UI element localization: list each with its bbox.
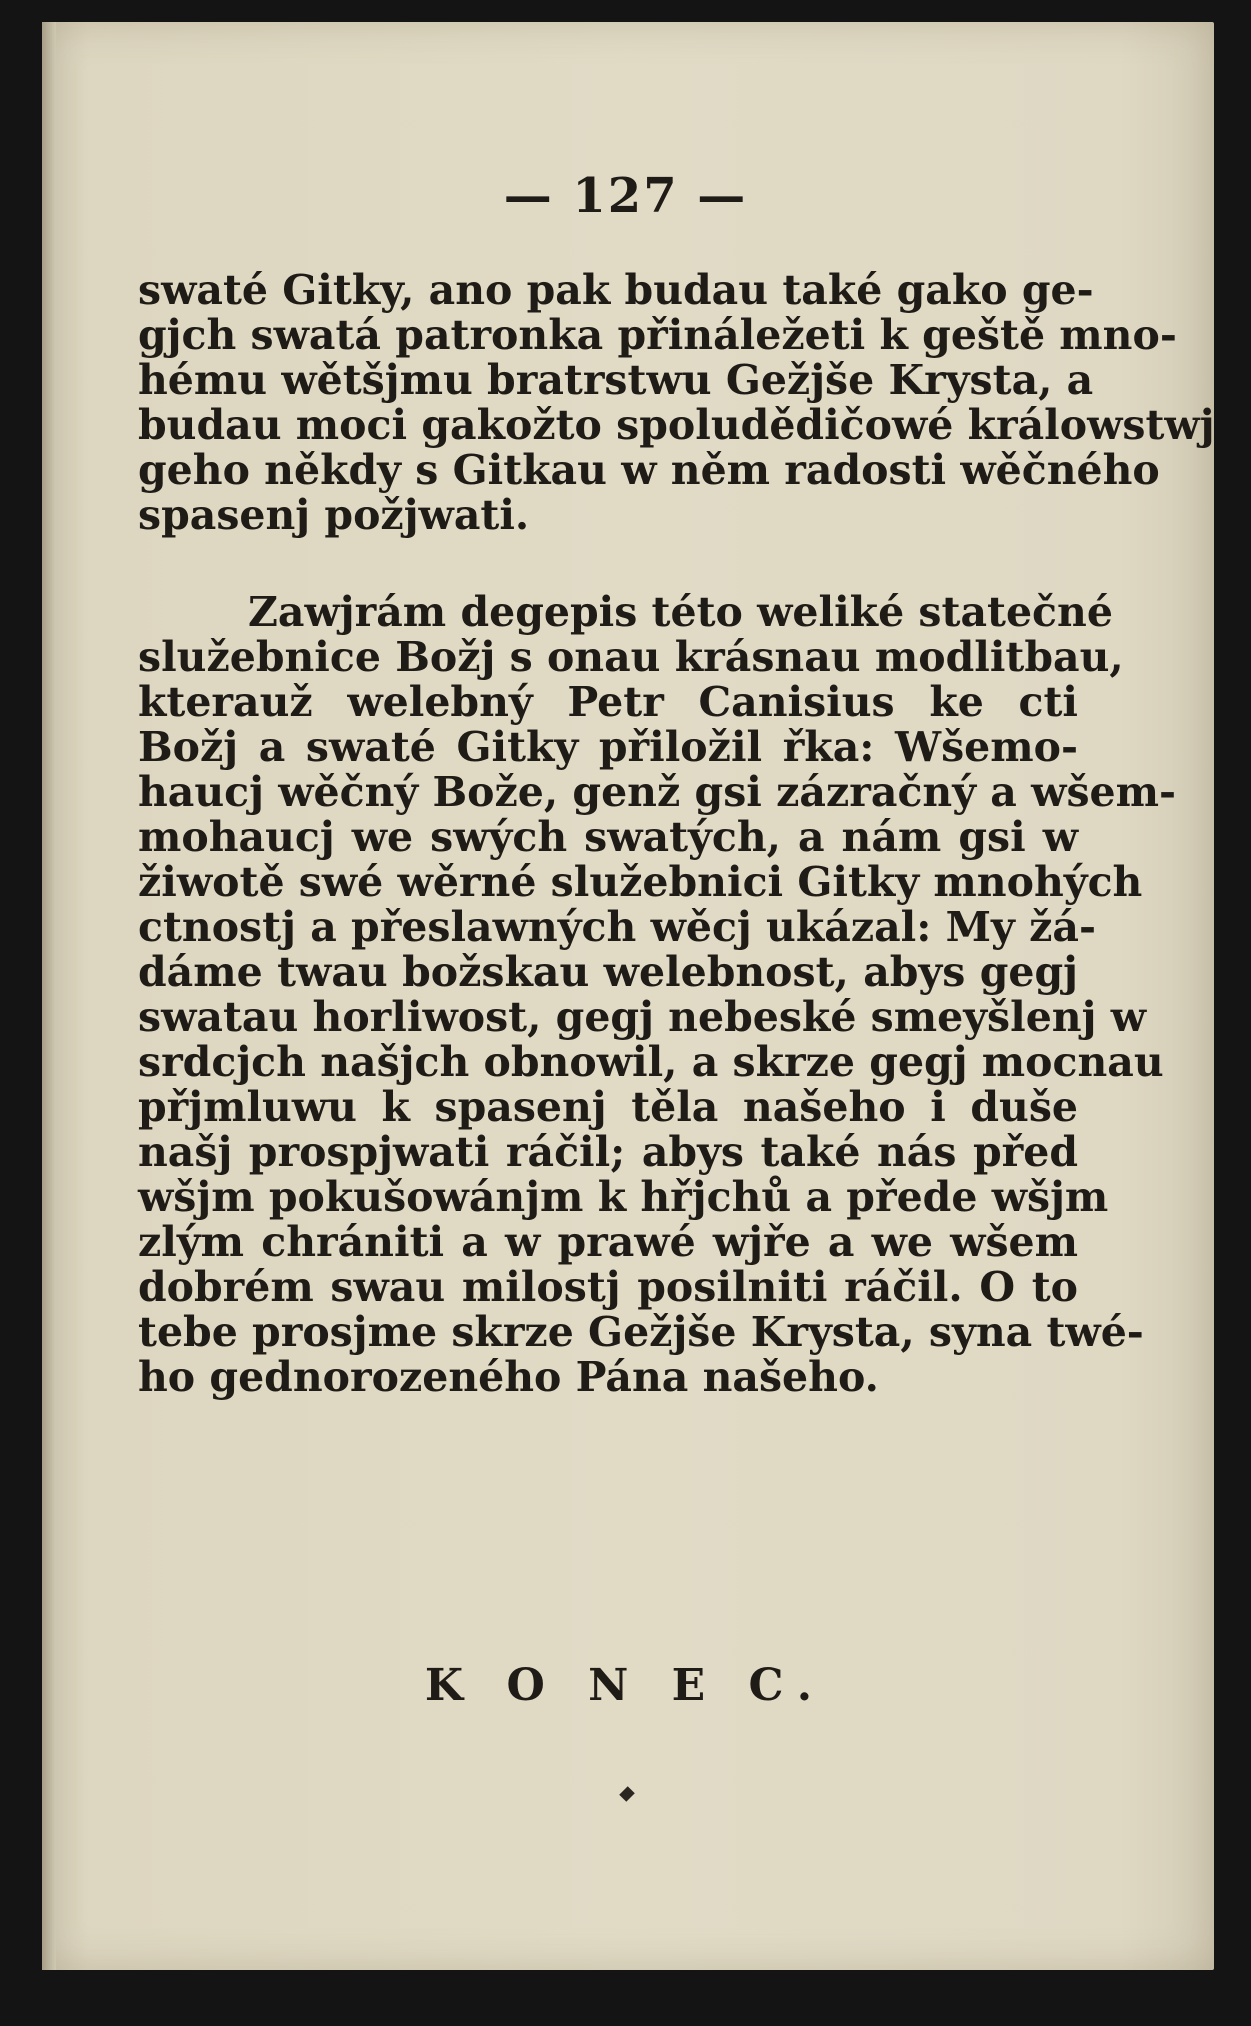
paragraph1-line: swaté Gitky, ano pak budau také gako ge- (138, 266, 1094, 314)
end-heading: K O N E C. (424, 1660, 827, 1711)
paragraph2-line: kterauž welebný Petr Canisius ke cti (138, 678, 1078, 726)
paragraph2-line: swatau horliwost, gegj nebeské smeyšlenj w (138, 993, 1147, 1041)
page-number: — 127 — (503, 168, 748, 224)
paragraph2-line: Zawjrám degepis této weliké statečné (248, 588, 1113, 636)
paragraph1-line: gjch swatá patronka přináležeti k geště mno- (138, 311, 1177, 359)
paragraph2-line: wšjm pokušowánjm k hřjchů a přede wšjm (138, 1173, 1109, 1221)
paragraph1-line: budau moci gakožto spoludědičowé králowstwj (138, 401, 1215, 449)
paragraph2-line: Božj a swaté Gitky přiložil řka: Wšemo- (138, 723, 1078, 771)
paragraph2-line: haucj wěčný Bože, genž gsi zázračný a wšem- (138, 768, 1177, 816)
paragraph2-line: služebnice Božj s onau krásnau modlitbau, (138, 633, 1124, 681)
paragraph2-line: dobrém swau milostj posilniti ráčil. O to (138, 1263, 1078, 1311)
paragraph1-line: geho někdy s Gitkau w něm radosti wěčného (138, 446, 1160, 494)
paragraph2-line: přjmluwu k spasenj těla našeho i duše (138, 1083, 1078, 1131)
paragraph2-line: ho gednorozeného Pána našeho. (138, 1353, 879, 1401)
paragraph2-line: ctnostj a přeslawných wěcj ukázal: My žá- (138, 903, 1096, 951)
paragraph2-line: našj prospjwati ráčil; abys také nás před (138, 1128, 1078, 1176)
paragraph2-line: srdcjch našjch obnowil, a skrze gegj mocnau (138, 1038, 1164, 1086)
paragraph2-line: dáme twau božskau welebnost, abys gegj (138, 948, 1078, 996)
body-text (138, 266, 1215, 1401)
paragraph2-line: tebe prosjme skrze Gežjše Krysta, syna twé- (138, 1308, 1144, 1356)
paragraph1-line: hému wětšjmu bratrstwu Gežjše Krysta, a (138, 356, 1094, 404)
paragraph2-line: žiwotě swé wěrné služebnici Gitky mnohých (138, 858, 1143, 906)
paragraph1-line: spasenj požjwati. (138, 491, 530, 539)
paragraph2-line: zlým chrániti a w prawé wjře a we wšem (138, 1218, 1078, 1266)
paragraph-gap (138, 538, 1078, 590)
paragraph2-line: mohaucj we swých swatých, a nám gsi w (138, 813, 1078, 861)
